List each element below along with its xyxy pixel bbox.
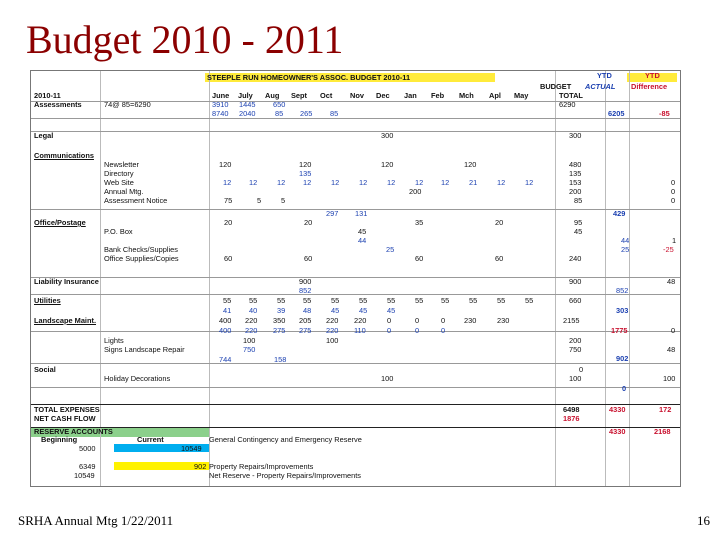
liability-label: Liability Insurance	[34, 277, 99, 286]
page-number: 16	[697, 513, 710, 528]
utilities-row-cell: 55	[303, 296, 312, 305]
website-row-cell: 12	[277, 178, 286, 187]
total-expenses: 6498	[563, 405, 580, 414]
website-row-cell: 12	[525, 178, 534, 187]
signs-july: 750	[243, 345, 256, 354]
banner-title: STEEPLE RUN HOMEOWNER'S ASSOC. BUDGET 2010-11	[207, 73, 411, 82]
comm-item: Annual Mtg.	[104, 187, 144, 196]
ytd-label-1: YTD	[597, 71, 612, 80]
newsletter-cell: 120	[464, 160, 477, 169]
utilities-row-cell: 55	[469, 296, 478, 305]
months-cell: Sept	[291, 91, 308, 100]
notice-cell: 5	[281, 196, 286, 205]
budget-spreadsheet	[30, 70, 681, 487]
utilities-row-cell: 55	[497, 296, 506, 305]
months-cell: Aug	[265, 91, 280, 100]
months-cell: Jan	[404, 91, 417, 100]
website-row-cell: 12	[387, 178, 396, 187]
supplies-cell: 60	[495, 254, 504, 263]
net-actual: 4330	[609, 427, 626, 436]
landscape-row-cell: 220	[326, 316, 339, 325]
total-header: TOTAL	[559, 91, 583, 100]
website-row-cell: 21	[469, 178, 478, 187]
landscape-row-cell: 220	[354, 316, 367, 325]
holiday-total: 100	[569, 374, 582, 383]
landscape-blue-cell: 0	[415, 326, 420, 335]
reserve-beginning: 6349	[79, 462, 96, 471]
website-row-cell: 12	[497, 178, 506, 187]
website-row-cell: 12	[441, 178, 450, 187]
utilities-blue-cell: 48	[303, 306, 312, 315]
difference-header: Difference	[631, 82, 668, 91]
slide-title: Budget 2010 - 2011	[26, 17, 344, 62]
utilities-row-cell: 55	[359, 296, 368, 305]
bank-diff: -25	[663, 245, 674, 254]
annual-total: 200	[569, 187, 582, 196]
utilities-row-cell: 55	[415, 296, 424, 305]
reserve-beginning: 5000	[79, 444, 96, 453]
notice-diff: 0	[671, 196, 676, 205]
comm-item: Directory	[104, 169, 134, 178]
landscape-label: Landscape Maint.	[34, 316, 97, 325]
liability-blue: 852	[299, 286, 312, 295]
supplies-cell: 60	[224, 254, 233, 263]
supplies-cell: 60	[415, 254, 424, 263]
utilities-row-cell: 55	[277, 296, 286, 305]
months-cell: Dec	[376, 91, 390, 100]
total-diff: 172	[659, 405, 672, 414]
signs-actual: 902	[616, 354, 629, 363]
bank-label: Bank Checks/Supplies	[104, 245, 178, 254]
legal-total: 300	[569, 131, 582, 140]
supplies-label: Office Supplies/Copies	[104, 254, 179, 263]
utilities-row-cell: 55	[525, 296, 534, 305]
holiday-nov: 100	[381, 374, 394, 383]
landscape-row-cell: 350	[273, 316, 286, 325]
utilities-blue-cell: 45	[387, 306, 396, 315]
landscape-row-cell: 230	[497, 316, 510, 325]
lights-label: Lights	[104, 336, 124, 345]
utilities-total: 660	[569, 296, 582, 305]
legal-label: Legal	[34, 131, 54, 140]
assessments-label: Assessments	[34, 100, 82, 109]
net-diff: 2168	[654, 427, 671, 436]
newsletter-cell: 120	[219, 160, 232, 169]
lights-total: 200	[569, 336, 582, 345]
months-cell: Mch	[459, 91, 474, 100]
ytd-label-2: YTD	[645, 71, 660, 80]
newsletter-cell: 120	[299, 160, 312, 169]
social-label: Social	[34, 365, 56, 374]
budget-header: BUDGET	[540, 82, 572, 91]
months-cell: June	[212, 91, 230, 100]
months-cell: Oct	[320, 91, 333, 100]
comm-item: Newsletter	[104, 160, 139, 169]
po-diff: 1	[672, 236, 677, 245]
directory-total: 135	[569, 169, 582, 178]
assess-cell: 2040	[239, 109, 256, 118]
website-diff: 0	[671, 178, 676, 187]
reserve-current: 902	[194, 462, 207, 471]
landscape-blue-cell: 220	[326, 326, 339, 335]
assess-diff: -85	[659, 109, 670, 118]
po-box-label: P.O. Box	[104, 227, 133, 236]
comm-item: Assessment Notice	[104, 196, 168, 205]
website-row-cell: 12	[223, 178, 232, 187]
landscape-blue-cell: 110	[354, 326, 366, 335]
assess-cell: 1445	[239, 100, 256, 109]
assess-cell: 85	[275, 109, 284, 118]
utilities-row-cell: 55	[223, 296, 232, 305]
notice-cell: 5	[257, 196, 262, 205]
landscape-blue-cell: 220	[245, 326, 258, 335]
utilities-row-cell: 55	[387, 296, 396, 305]
utilities-blue-cell: 45	[359, 306, 368, 315]
website-row-cell: 12	[415, 178, 424, 187]
utilities-actual: 303	[616, 306, 629, 315]
social-blue: 158	[274, 355, 287, 364]
comm-sub: 131	[355, 209, 368, 218]
po-total: 45	[574, 227, 583, 236]
reserve-beginning: 10549	[74, 471, 95, 480]
current-label: Current	[137, 435, 164, 444]
lights-cell: 100	[243, 336, 256, 345]
liability-total: 900	[569, 277, 582, 286]
lights-cell: 100	[326, 336, 339, 345]
months-cell: Nov	[350, 91, 364, 100]
landscape-total: 2155	[563, 316, 580, 325]
reserve-desc: General Contingency and Emergency Reserve	[209, 435, 362, 444]
utilities-row-cell: 55	[249, 296, 258, 305]
newsletter-cell: 120	[381, 160, 394, 169]
office-total: 95	[574, 218, 583, 227]
liability-val: 900	[299, 277, 312, 286]
reserve-label: RESERVE ACCOUNTS	[34, 427, 113, 436]
po-blue: 44	[358, 236, 367, 245]
landscape-row-cell: 220	[245, 316, 258, 325]
notice-cell: 75	[224, 196, 233, 205]
supplies-total: 240	[569, 254, 582, 263]
landscape-blue-cell: 275	[299, 326, 312, 335]
annual-jan: 200	[409, 187, 422, 196]
landscape-row-cell: 205	[299, 316, 312, 325]
net-cash: 1876	[563, 414, 580, 423]
website-row-cell: 12	[359, 178, 368, 187]
assess-cell: 650	[273, 100, 286, 109]
landscape-blue-cell: 275	[273, 326, 286, 335]
net-cash-label: NET CASH FLOW	[34, 414, 96, 423]
notice-total: 85	[574, 196, 583, 205]
holiday-diff: 100	[663, 374, 676, 383]
landscape-row-cell: 0	[415, 316, 420, 325]
assess-total: 6290	[559, 100, 576, 109]
landscape-row-cell: 0	[387, 316, 392, 325]
landscape-diff: 0	[671, 326, 676, 335]
signs-total: 750	[569, 345, 582, 354]
reserve-desc: Property Repairs/Improvements	[209, 462, 314, 471]
actual-header: ACTUAL	[585, 82, 616, 91]
landscape-row-cell: 0	[441, 316, 446, 325]
utilities-blue-cell: 45	[331, 306, 340, 315]
office-cell: 35	[415, 218, 424, 227]
office-cell: 20	[304, 218, 313, 227]
office-cell: 20	[224, 218, 233, 227]
landscape-row-cell: 230	[464, 316, 477, 325]
assess-cell: 3910	[212, 100, 229, 109]
annual-diff: 0	[671, 187, 676, 196]
months-cell: Feb	[431, 91, 445, 100]
footer-meeting: SRHA Annual Mtg 1/22/2011	[18, 513, 174, 528]
legal-nov: 300	[381, 131, 394, 140]
assess-actual: 6205	[608, 109, 625, 118]
office-label: Office/Postage	[34, 218, 86, 227]
social-blue: 744	[219, 355, 232, 364]
po-nov: 45	[358, 227, 367, 236]
landscape-blue-cell: 0	[387, 326, 392, 335]
reserve-desc: Net Reserve - Property Repairs/Improvements	[209, 471, 361, 480]
liability-actual: 852	[616, 286, 629, 295]
holiday-actual: 0	[622, 384, 627, 393]
utilities-blue-cell: 39	[277, 306, 286, 315]
po-actual: 44	[621, 236, 630, 245]
reserve-current: 10549	[181, 444, 202, 453]
assessments-formula: 74@ 85=6290	[104, 100, 151, 109]
landscape-blue-cell: 400	[219, 326, 232, 335]
comm-actual: 429	[613, 209, 626, 218]
months-cell: May	[514, 91, 529, 100]
signs-label: Signs Landscape Repair	[104, 345, 185, 354]
bank-dec: 25	[386, 245, 395, 254]
website-row-cell: 12	[331, 178, 340, 187]
social-total: 0	[579, 365, 584, 374]
period-label: 2010-11	[34, 91, 61, 100]
utilities-row-cell: 55	[331, 296, 340, 305]
website-total: 153	[569, 178, 582, 187]
bank-actual: 25	[621, 245, 630, 254]
communications-label: Communications	[34, 151, 94, 160]
holiday-label: Holiday Decorations	[104, 374, 171, 383]
utilities-label: Utilities	[34, 296, 61, 305]
website-row-cell: 12	[303, 178, 312, 187]
assess-cell: 8740	[212, 109, 229, 118]
supplies-cell: 60	[304, 254, 313, 263]
landscape-actual: 1775	[611, 326, 628, 335]
months-cell: July	[238, 91, 253, 100]
comm-item: Web Site	[104, 178, 134, 187]
utilities-blue-cell: 41	[223, 306, 232, 315]
signs-diff: 48	[667, 345, 676, 354]
assess-cell: 85	[330, 109, 339, 118]
beginning-label: Beginning	[41, 435, 78, 444]
directory-sept: 135	[299, 169, 312, 178]
liability-diff: 48	[667, 277, 676, 286]
office-cell: 20	[495, 218, 504, 227]
landscape-blue-cell: 0	[441, 326, 446, 335]
utilities-blue-cell: 40	[249, 306, 258, 315]
newsletter-total: 480	[569, 160, 582, 169]
months-cell: Apl	[489, 91, 501, 100]
landscape-row-cell: 400	[219, 316, 232, 325]
total-expenses-label: TOTAL EXPENSES	[34, 405, 100, 414]
utilities-row-cell: 55	[441, 296, 450, 305]
total-actual: 4330	[609, 405, 626, 414]
assess-cell: 265	[300, 109, 313, 118]
website-row-cell: 12	[249, 178, 258, 187]
comm-sub: 297	[326, 209, 339, 218]
